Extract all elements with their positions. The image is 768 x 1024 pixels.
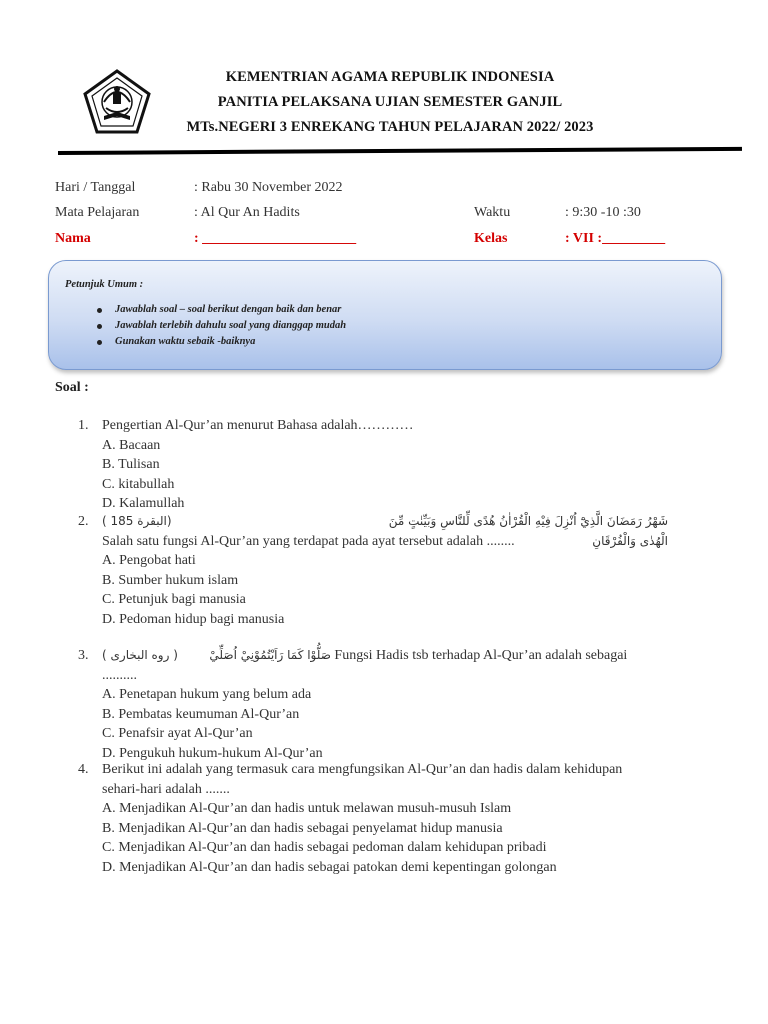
question-number: 1. [78,418,89,433]
waktu-label: Waktu [474,205,511,220]
header-line-3: MTs.NEGERI 3 ENREKANG TAHUN PELAJARAN 2022/ 2023 [186,119,594,135]
question-4 [78,760,678,877]
question-3 [78,646,678,763]
instruction-item: Jawablah soal – soal berikut dengan baik dan benar [115,302,346,318]
option-a: A. Menjadikan Al-Qur’an dan hadis untuk melawan musuh-musuh Islam [102,801,512,816]
question-text: Salah satu fungsi Al-Qur’an yang terdapat pada ayat tersebut adalah ........ [102,533,515,549]
header-divider [58,147,742,155]
mapel-label: Mata Pelajaran [55,205,140,220]
hari-label: Hari / Tanggal [55,180,136,195]
header-line-2: PANITIA PELAKSANA UJIAN SEMESTER GANJIL [217,94,563,110]
instruction-item: Jawablah terlebih dahulu soal yang dianggap mudah [115,318,346,334]
instructions-title: Petunjuk Umum : [65,279,144,290]
hari-value: : Rabu 30 November 2022 [194,180,343,195]
instructions-list [115,302,346,350]
soal-heading: Soal : [55,380,89,395]
option-a: A. Bacaan [102,437,161,453]
ayat-arabic: شَهْرُ رَمَضَانَ الَّذِيْٓ اُنْزِلَ فِيْهِ الْقُرْاٰنُ هُدًى لِّلنَّاسِ وَبَيِّنٰتٍ مِّنَ الْهُدٰى وَالْفُرْقَانِ [388,514,668,548]
bullet-icon [97,308,102,313]
option-d: D. Menjadikan Al-Qur’an dan hadis sebagai patokan demi kepentingan golongan [102,859,557,875]
option-c: C. kitabullah [102,476,175,492]
ayat-reference: ( 185 البقرة) [102,514,172,528]
header-line-1: KEMENTRIAN AGAMA REPUBLIK INDONESIA [225,69,555,85]
question-text: Berikut ini adalah yang termasuk cara mengfungsikan Al-Qur’an dan hadis dalam kehidupan [102,762,623,777]
question-text-line [102,646,678,666]
question-number: 4. [78,762,89,777]
option-d: D. Pengukuh hukum-hukum Al-Qur’an [102,745,323,761]
option-c: C. Menjadikan Al-Qur’an dan hadis sebagai pedoman dalam kehidupan pribadi [102,840,547,855]
question-1 [78,416,678,514]
option-b: B. Menjadikan Al-Qur’an dan hadis sebagai penyelamat hidup manusia [102,820,503,836]
instruction-item: Gunakan waktu sebaik -baiknya [115,334,346,350]
option-b: B. Pembatas keumuman Al-Qur’an [102,706,300,722]
bullet-icon [97,324,102,329]
hadis-reference: ( روه البخارى ) [102,648,178,662]
instructions-box [48,260,722,370]
kelas-field: : VII :_________ [565,231,666,246]
option-a: A. Penetapan hukum yang belum ada [102,687,312,702]
kemenag-logo [82,68,152,138]
option-c: C. Petunjuk bagi manusia [102,592,246,607]
nama-field: : ______________________ [194,231,357,246]
question-text: Fungsi Hadis tsb terhadap Al-Qur’an adalah sebagai [334,648,628,663]
waktu-value: : 9:30 -10 :30 [565,205,641,220]
question-text: Pengertian Al-Qur’an menurut Bahasa adalah………… [102,418,414,433]
question-text-cont: .......... [102,667,137,683]
mapel-value: : Al Qur An Hadits [194,205,300,220]
option-b: B. Tulisan [102,457,160,472]
question-number: 3. [78,648,89,663]
option-c: C. Penafsir ayat Al-Qur’an [102,726,253,741]
option-d: D. Kalamullah [102,496,185,511]
question-2 [78,512,678,629]
nama-label: Nama [55,231,91,246]
option-a: A. Pengobat hati [102,553,196,568]
option-d: D. Pedoman hidup bagi manusia [102,611,285,627]
kelas-label: Kelas [474,231,508,246]
bullet-icon [97,340,102,345]
question-text-cont: sehari-hari adalah ....... [102,781,230,797]
hadis-arabic: صَلُّوْا كَمَا رَاَيْتُمُوْنِيْ اُصَلِّيْ [209,648,331,662]
question-number: 2. [78,514,89,529]
option-b: B. Sumber hukum islam [102,572,239,588]
